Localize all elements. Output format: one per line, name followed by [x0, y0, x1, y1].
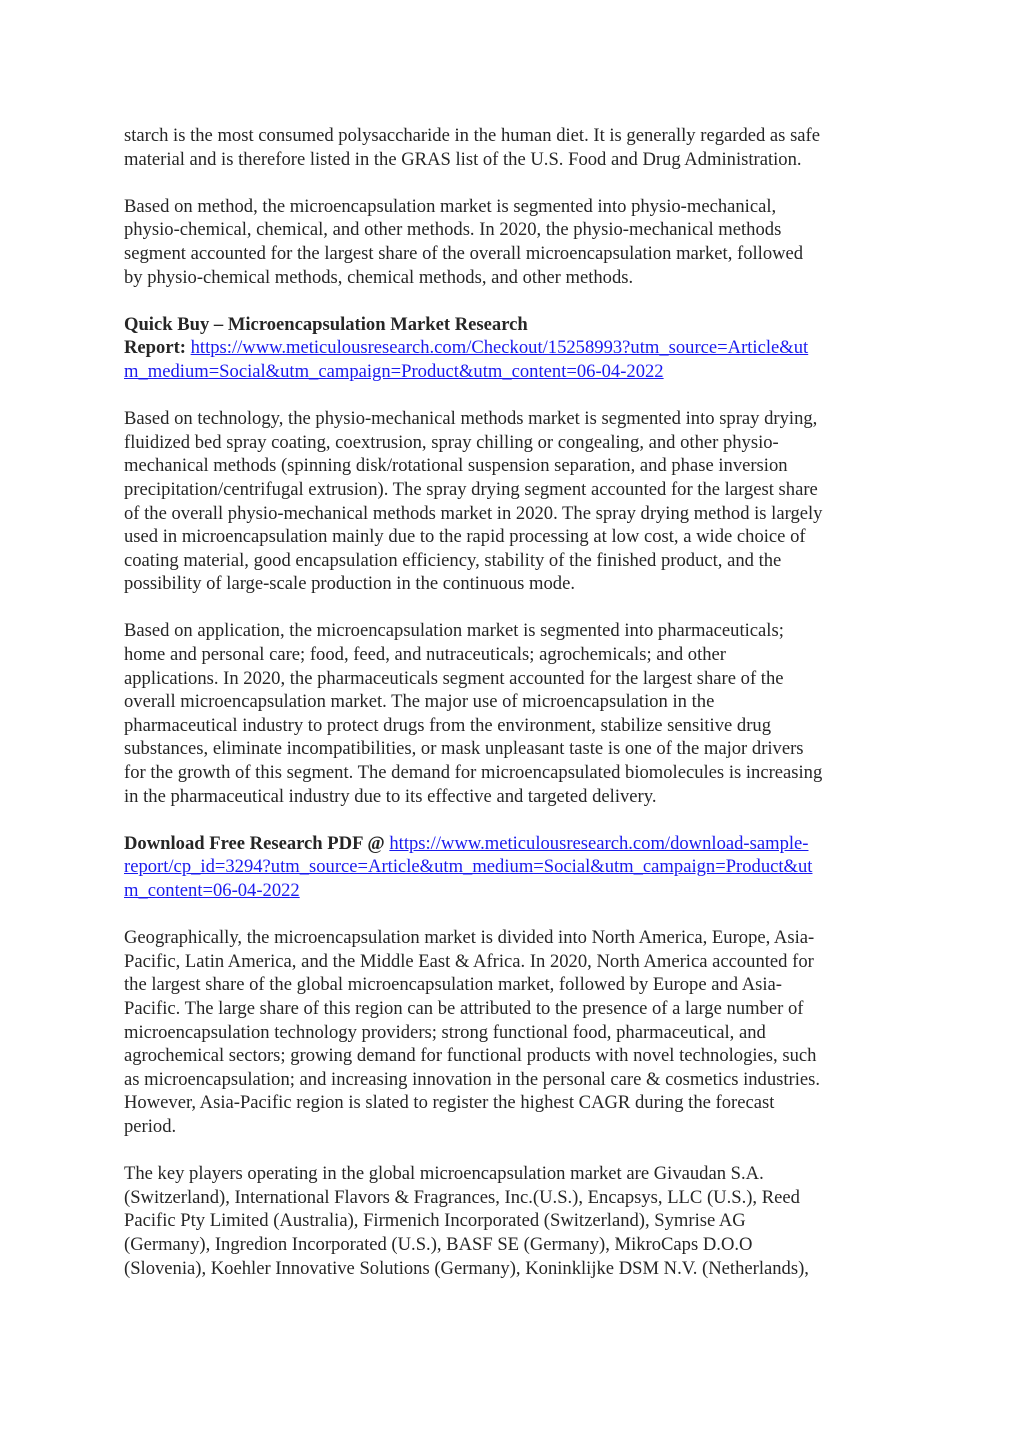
paragraph-key-players	[124, 1162, 904, 1280]
text-line: mechanical methods (spinning disk/rotational suspension separation, and phase inversion	[124, 455, 788, 477]
download-heading: Download Free Research PDF @	[124, 832, 385, 854]
text-line: material and is therefore listed in the GRAS list of the U.S. Food and Drug Administration.	[124, 148, 802, 170]
text-line: of the overall physio-mechanical methods market in 2020. The spray drying method is largely	[124, 502, 823, 524]
quick-buy-link-cont[interactable]: m_medium=Social&utm_campaign=Product&utm_content=06-04-2022	[124, 360, 664, 382]
text-line: pharmaceutical industry to protect drugs from the environment, stabilize sensitive drug	[124, 714, 771, 736]
text-line: Pacific Pty Limited (Australia), Firmenich Incorporated (Switzerland), Symrise AG	[124, 1210, 746, 1232]
download-link-cont[interactable]: report/cp_id=3294?utm_source=Article&utm_medium=Social&utm_campaign=Product&ut	[124, 856, 813, 878]
text-line: physio-chemical, chemical, and other methods. In 2020, the physio-mechanical methods	[124, 219, 782, 241]
text-line: Based on application, the microencapsulation market is segmented into pharmaceuticals;	[124, 620, 784, 642]
text-line: fluidized bed spray coating, coextrusion, spray chilling or congealing, and other physio-	[124, 431, 779, 453]
text-line: in the pharmaceutical industry due to its effective and targeted delivery.	[124, 785, 657, 807]
download-link-cont[interactable]: m_content=06-04-2022	[124, 880, 300, 901]
text-line: home and personal care; food, feed, and nutraceuticals; agrochemicals; and other	[124, 644, 726, 666]
text-line: coating material, good encapsulation efficiency, stability of the finished product, and the	[124, 549, 782, 571]
paragraph-application	[124, 619, 904, 808]
document-body	[124, 124, 904, 1304]
text-line: (Switzerland), International Flavors & Fragrances, Inc.(U.S.), Encapsys, LLC (U.S.), Reed	[124, 1186, 800, 1208]
download-link[interactable]: https://www.meticulousresearch.com/download-sample-	[389, 832, 809, 854]
text-line: Based on technology, the physio-mechanical methods market is segmented into spray drying,	[124, 408, 818, 430]
paragraph-geography	[124, 926, 904, 1138]
text-line: agrochemical sectors; growing demand for functional products with novel technologies, such	[124, 1045, 817, 1067]
text-line: substances, eliminate incompatibilities, or mask unpleasant taste is one of the major drivers	[124, 738, 804, 760]
text-line: (Germany), Ingredion Incorporated (U.S.), BASF SE (Germany), MikroCaps D.O.O	[124, 1233, 753, 1255]
text-line: precipitation/centrifugal extrusion). The spray drying segment accounted for the largest share	[124, 478, 818, 500]
text-line: by physio-chemical methods, chemical methods, and other methods.	[124, 266, 634, 288]
text-line: the largest share of the global microencapsulation market, followed by Europe and Asia-	[124, 974, 782, 996]
text-line: Pacific. The large share of this region can be attributed to the presence of a large number of	[124, 997, 804, 1019]
paragraph-technology	[124, 407, 904, 596]
text-line: used in microencapsulation mainly due to the rapid processing at low cost, a wide choice of	[124, 526, 806, 548]
text-line: overall microencapsulation market. The major use of microencapsulation in the	[124, 691, 715, 713]
text-line: Based on method, the microencapsulation market is segmented into physio-mechanical,	[124, 195, 777, 217]
text-line: applications. In 2020, the pharmaceuticals segment accounted for the largest share of the	[124, 667, 784, 689]
quick-buy-heading: Quick Buy – Microencapsulation Market Research	[124, 313, 528, 335]
text-line: Geographically, the microencapsulation market is divided into North America, Europe, Asia-	[124, 927, 815, 949]
text-line: period.	[124, 1115, 177, 1137]
text-line: The key players operating in the global microencapsulation market are Givaudan S.A.	[124, 1163, 764, 1185]
text-line: microencapsulation technology providers; strong functional food, pharmaceutical, and	[124, 1021, 766, 1043]
paragraph-starch	[124, 124, 904, 171]
download-section	[124, 832, 904, 903]
text-line: starch is the most consumed polysaccharide in the human diet. It is generally regarded as safe	[124, 125, 821, 146]
text-line: Pacific, Latin America, and the Middle East & Africa. In 2020, North America accounted for	[124, 950, 814, 972]
quick-buy-section	[124, 313, 904, 384]
text-line: as microencapsulation; and increasing innovation in the personal care & cosmetics industries.	[124, 1068, 821, 1090]
text-line: (Slovenia), Koehler Innovative Solutions (Germany), Koninklijke DSM N.V. (Netherlands),	[124, 1257, 809, 1279]
paragraph-method	[124, 195, 904, 289]
text-line: possibility of large-scale production in the continuous mode.	[124, 573, 575, 595]
text-line: segment accounted for the largest share of the overall microencapsulation market, followed	[124, 242, 804, 264]
quick-buy-heading-cont: Report:	[124, 337, 186, 359]
quick-buy-link[interactable]: https://www.meticulousresearch.com/Checkout/15258993?utm_source=Article&ut	[190, 337, 809, 359]
text-line: for the growth of this segment. The demand for microencapsulated biomolecules is increasing	[124, 762, 823, 784]
text-line: However, Asia-Pacific region is slated to register the highest CAGR during the forecast	[124, 1092, 775, 1114]
